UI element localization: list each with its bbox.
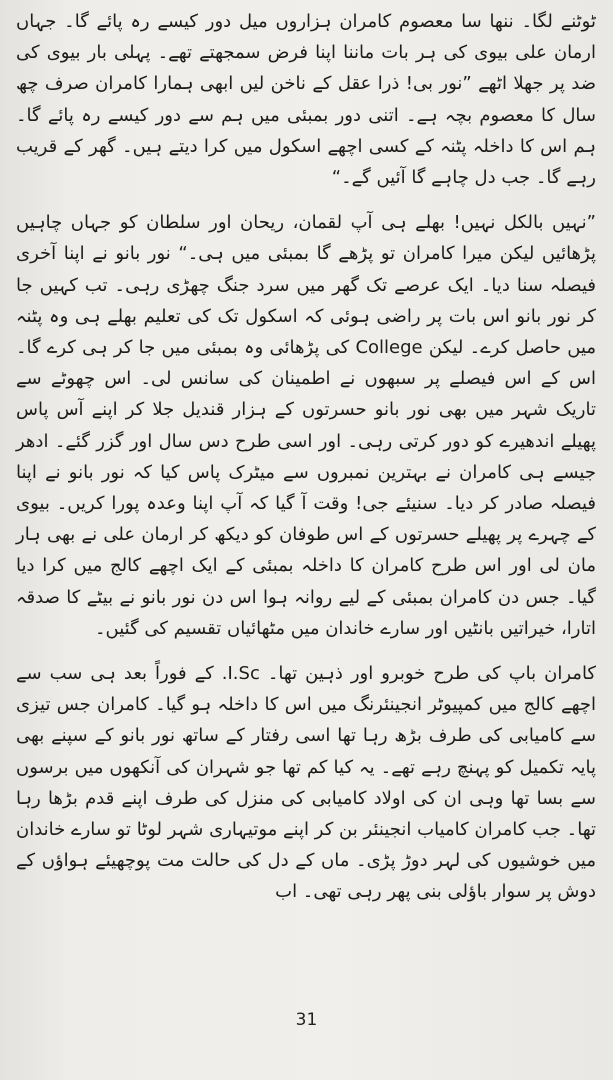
paragraph-2: ”نہیں بالکل نہیں! بھلے ہی آپ لقمان، ریحان اور سلطان کو جہاں چاہیں پڑھائیں لیکن میرا کامران تو پڑھے گا بمبئی میں ہی۔“ نور بانو نے اپنا آخری فیصلہ سنا دیا۔ ایک عرصے تک گھر میں سرد جنگ چھڑی رہی۔ تب کہیں جا کر نور بانو اس بات پر راضی ہوئی کہ اسکول تک کی تعلیم بھلے ہی وہ پٹنہ میں حاصل کرے۔ لیکن College کی پڑھائی وہ بمبئی میں جا کر ہی کرے گا۔ اس کے اس فیصلے پر سبھوں نے اطمینان کی سانس لی۔ اس چھوٹے سے تاریک شہر میں بھی نور بانو حسرتوں کے ہزار قندیل جلا کر اپنے آس پاس پھیلے اندھیرے کو دور کرتی رہی۔ اور اسی طرح دس سال اور گزر گئے۔ ادھر جیسے ہی کامران نے بہترین نمبروں سے میٹرک پاس کیا کہ نور بانو نے اپنا فیصلہ صادر کر دیا۔ سنیئے جی! وقت آ گیا کہ آپ اپنا وعدہ پورا کریں۔ بیوی کے چہرے پر پھیلے حسرتوں کے اس طوفان کو دیکھ کر ارمان علی نے بھی ہار مان لی اور اس طرح کامران کا داخلہ بمبئی کے ایک اچھے کالج میں کرا دیا گیا۔ جس دن کامران بمبئی کے لیے روانہ ہوا اس دن نور بانو نے بیٹے کا صدقہ اتارا، خیراتیں بانٹیں اور سارے خاندان میں مٹھائیاں تقسیم کی گئیں۔ [16,212,597,639]
paragraph-1: ٹوٹنے لگا۔ ننھا سا معصوم کامران ہزاروں میل دور کیسے رہ پائے گا۔ جہاں ارمان علی بیوی کی ہر بات ماننا اپنا فرض سمجھتے تھے۔ پہلی بار بیوی کی ضد پر جھلا اٹھے ”نور بی! ذرا عقل کے ناخن لیں ابھی ہمارا کامران صرف چھ سال کا معصوم بچہ ہے۔ اتنی دور بمبئی میں ہم سے دور کیسے رہ پائے گا۔ ہم اس کا داخلہ پٹنہ کے کسی اچھے اسکول میں کرا دیتے ہیں۔ گھر کے قریب رہے گا۔ جب دل چاہے گا آئیں گے۔“ [16,11,596,189]
page-text [16,6,596,908]
paragraph-3: کامران باپ کی طرح خوبرو اور ذہین تھا۔ I.Sc. کے فوراً بعد ہی سب سے اچھے کالج میں کمپیوٹر انجینئرنگ میں اس کا داخلہ ہو گیا۔ کامران جس تیزی سے کامیابی کی طرف بڑھ رہا تھا اسی رفتار کے ساتھ نور بانو کے سپنے بھی پایہ تکمیل کو پہنچ رہے تھے۔ یہ کیا کم تھا جو شہران کی آنکھوں میں برسوں سے بسا تھا وہی ان کی اولاد کامیابی کی منزل کی طرف اپنے قدم بڑھا رہا تھا۔ جب کامران کامیاب انجینئر بن کر اپنے موتیہاری شہر لوٹا تو سارے خاندان میں خوشیوں کی لہر دوڑ پڑی۔ ماں کے دل کی حالت مت پوچھیئے ہواؤں کے دوش پر سوار باؤلی بنی پھر رہی تھی۔ اب [16,663,597,903]
page-number: 31 [295,1010,318,1030]
